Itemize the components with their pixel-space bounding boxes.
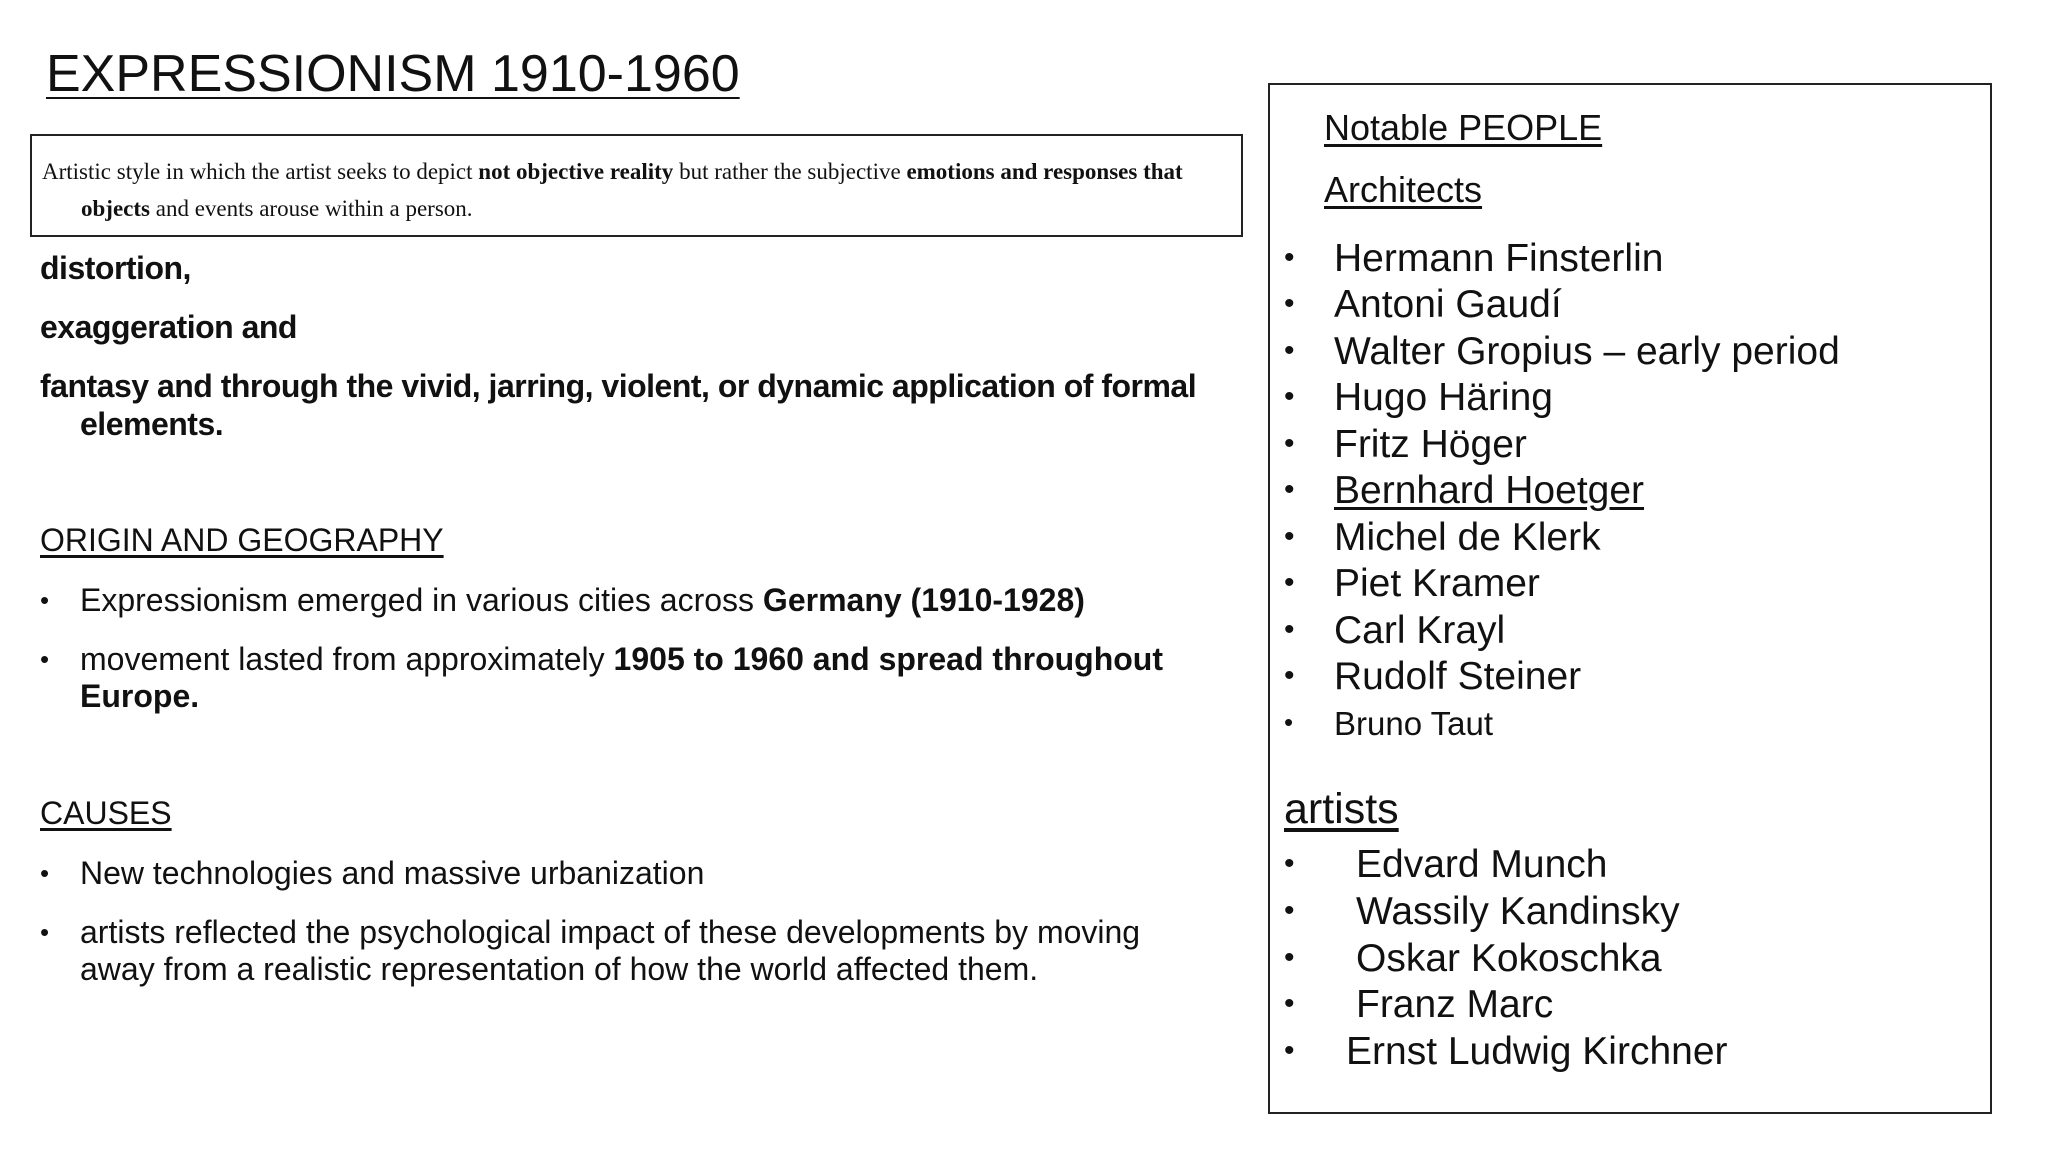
bullet-icon: • <box>1284 894 1295 927</box>
bullet-icon: • <box>1284 241 1295 274</box>
characteristic-exaggeration: exaggeration and <box>40 309 297 345</box>
definition-line-2: objects and events arouse within a person. <box>81 196 473 221</box>
bullet-icon: • <box>1284 287 1295 320</box>
definition-line-1: Artistic style in which the artist seeks to depict not objective reality but rather the subjective emotions and responses that <box>42 159 1183 184</box>
notable-people-panel: Notable PEOPLE Architects • Hermann Finsterlin • Antoni Gaudí • Walter Gropius – early period • Hugo Häring • Fritz Höger • Bernhard Hoetger • Michel de Klerk • Piet Kramer • Carl Krayl • Rudolf Steiner • Bruno Taut artists • Edvard Munch • Wassily Kandinsky • Oskar Kokoschka • Franz Marc • Ernst Ludwig Kirchner <box>1268 83 1992 1114</box>
bullet-icon: • <box>1284 613 1295 646</box>
bullet-icon: • <box>40 917 50 947</box>
causes-heading: CAUSES <box>40 795 172 831</box>
bullet-icon: • <box>1284 380 1295 413</box>
characteristic-fantasy-cont: elements. <box>80 406 224 442</box>
bullet-icon: • <box>1284 659 1295 692</box>
architects-heading: Architects <box>1324 169 1483 210</box>
bullet-icon: • <box>1284 847 1295 880</box>
bullet-icon: • <box>1284 1034 1295 1067</box>
bullet-icon: • <box>40 644 50 674</box>
bullet-icon: • <box>1284 520 1295 553</box>
artists-heading: artists <box>1284 785 1399 833</box>
bullet-icon: • <box>40 858 50 888</box>
bullet-icon: • <box>1284 987 1295 1020</box>
notable-people-heading: Notable PEOPLE <box>1324 107 1603 148</box>
bullet-icon: • <box>1284 427 1295 460</box>
characteristic-distortion: distortion, <box>40 250 191 286</box>
characteristic-fantasy: fantasy and through the vivid, jarring, violent, or dynamic application of formal <box>40 368 1197 404</box>
bullet-icon: • <box>1284 334 1295 367</box>
origin-heading: ORIGIN AND GEOGRAPHY <box>40 522 444 558</box>
bullet-icon: • <box>1284 941 1295 974</box>
bullet-icon: • <box>40 585 50 615</box>
definition-box <box>30 134 1243 237</box>
bullet-icon: • <box>1284 473 1295 506</box>
page-title: EXPRESSIONISM 1910-1960 <box>46 45 740 103</box>
bullet-icon: • <box>1284 707 1294 737</box>
bullet-icon: • <box>1284 566 1295 599</box>
